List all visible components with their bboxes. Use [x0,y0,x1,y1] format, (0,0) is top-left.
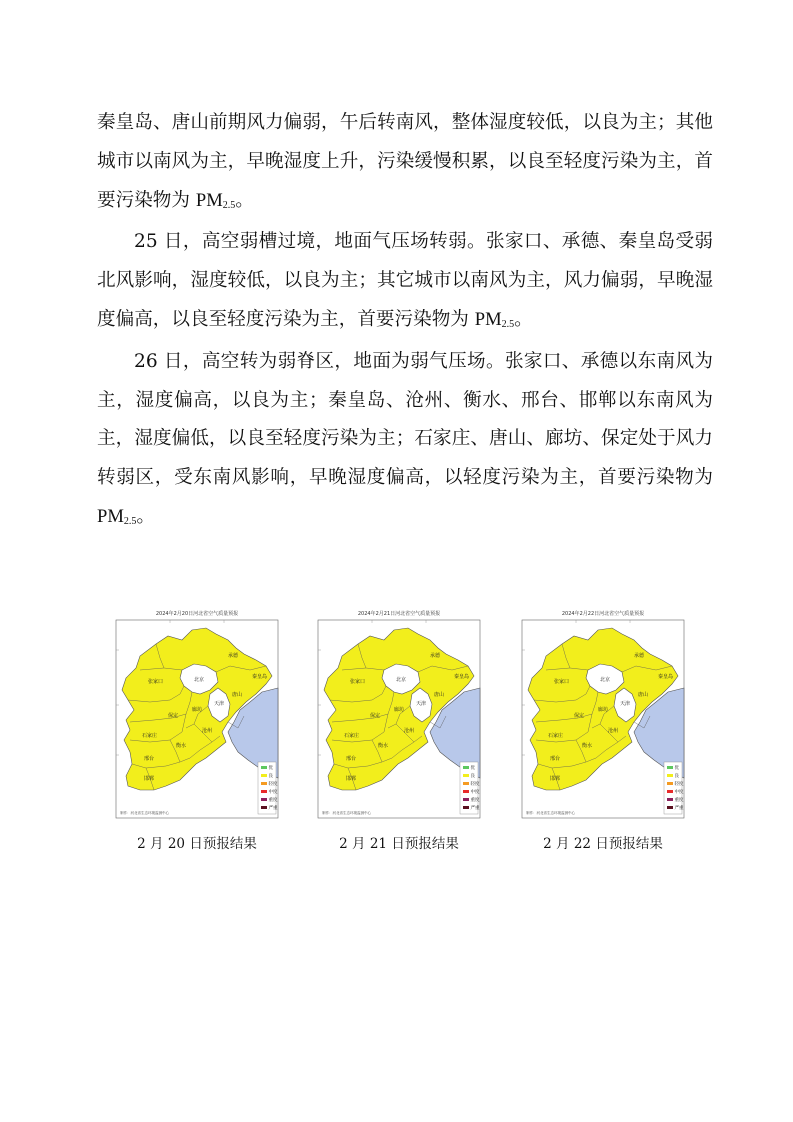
city-label-hengshui: 衡水 [176,743,187,749]
paragraph-1: 秦皇岛、唐山前期风力偏弱，午后转南风，整体湿度较低，以良为主；其他城市以南风为主，早晚湿度上升，污染缓慢积累，以良至轻度污染为主，首要污染物为 $PM_{2.5}$。 [97,112,713,211]
forecast-map-panel-1 [110,610,284,852]
map-footnote: 制作：河北省生态环境监测中心 [322,811,371,815]
paragraph-3: 26 日，高空转为弱脊区，地面为弱气压场。张家口、承德以东南风为主，湿度偏高，以良为主；秦皇岛、沧州、衡水、邢台、邯郸以东南风为主，湿度偏低，以良至轻度污染为主；石家庄、唐山、廊坊、保定处于风力转弱区，受东南风影响，早晚湿度偏高，以轻度污染为主，首要污染物为 $PM_{2.5}$。 [97,350,713,527]
legend-label: 良 [268,774,273,779]
city-label-handan: 邯郸 [346,776,357,782]
city-label-handan: 邯郸 [550,776,561,782]
legend-label: 严重 [674,806,684,811]
legend-swatch [463,782,469,785]
city-label-cangzhou: 沧州 [608,728,619,734]
city-label-langfang: 廊坊 [598,707,609,713]
city-label-tianjin: 天津 [214,701,225,707]
legend-label: 轻度 [268,782,278,787]
map-footnote: 制作：河北省生态环境监测中心 [120,811,169,815]
legend-swatch [463,790,469,793]
legend-swatch [261,774,267,777]
city-label-xingtai: 邢台 [346,756,357,762]
city-label-tangshan: 唐山 [232,692,243,698]
body-text [97,104,713,540]
city-label-tangshan: 唐山 [638,692,649,698]
legend-swatch [667,798,673,801]
city-label-hengshui: 衡水 [582,743,593,749]
legend-label: 良 [674,774,679,779]
pollutant-pm25: $PM_{2.5}$ [474,308,515,330]
forecast-map [312,610,486,824]
pollutant-pm25: $PM_{2.5}$ [195,189,236,211]
city-label-beijing: 北京 [396,677,407,683]
map-figure [110,610,284,824]
city-label-cangzhou: 沧州 [202,728,213,734]
map-figure [516,610,690,824]
forecast-map [110,610,284,824]
legend-swatch [463,766,469,769]
city-label-chengde: 承德 [634,653,645,659]
city-label-xingtai: 邢台 [144,756,155,762]
city-label-beijing: 北京 [600,677,611,683]
city-label-zhangjiakou: 张家口 [148,679,164,685]
forecast-map-panel-3 [516,610,690,852]
map-legend [258,762,278,814]
city-label-langfang: 廊坊 [394,707,405,713]
legend-label: 轻度 [470,782,480,787]
city-label-baoding: 保定 [168,713,179,719]
map-footnote: 制作：河北省生态环境监测中心 [526,811,575,815]
city-label-zhangjiakou: 张家口 [350,679,366,685]
city-label-qinhuangdao: 秦皇岛 [658,674,674,680]
city-label-chengde: 承德 [228,653,239,659]
map-title: 2024年2月20日河北省空气质量预报 [155,611,239,617]
legend-swatch [463,774,469,777]
legend-label: 良 [470,774,475,779]
pollutant-pm25: $PM_{2.5}$ [97,505,137,527]
legend-swatch [667,790,673,793]
city-label-tianjin: 天津 [416,701,427,707]
forecast-map-panel-2 [312,610,486,852]
legend-label: 优 [470,766,475,771]
city-label-langfang: 廊坊 [192,707,203,713]
legend-swatch [667,806,673,809]
city-label-baoding: 保定 [574,713,585,719]
city-label-shijiazhuang: 石家庄 [142,733,158,739]
city-label-shijiazhuang: 石家庄 [344,733,360,739]
city-label-hengshui: 衡水 [378,743,389,749]
paragraph-2: 25 日，高空弱槽过境，地面气压场转弱。张家口、承德、秦皇岛受弱北风影响，湿度较低，以良为主；其它城市以南风为主，风力偏弱，早晚湿度偏高，以良至轻度污染为主，首要污染物为 $PM_{2.5}$。 [97,231,713,330]
legend-swatch [261,806,267,809]
legend-swatch [667,766,673,769]
map-legend [664,762,684,814]
legend-label: 严重 [470,806,480,811]
city-label-tangshan: 唐山 [434,692,445,698]
legend-label: 重度 [470,798,480,803]
city-label-qinhuangdao: 秦皇岛 [252,674,268,680]
city-label-qinhuangdao: 秦皇岛 [454,674,470,680]
legend-swatch [261,790,267,793]
city-label-chengde: 承德 [430,653,441,659]
forecast-map [516,610,690,824]
city-label-beijing: 北京 [194,677,205,683]
city-label-tianjin: 天津 [620,701,631,707]
map-title: 2024年2月21日河北省空气质量预报 [357,611,441,617]
legend-label: 中度 [268,790,278,795]
legend-swatch [463,798,469,801]
legend-label: 轻度 [674,782,684,787]
legend-label: 严重 [268,806,278,811]
city-label-baoding: 保定 [370,713,381,719]
city-label-handan: 邯郸 [144,776,155,782]
legend-swatch [667,782,673,785]
legend-swatch [261,782,267,785]
legend-swatch [667,774,673,777]
legend-label: 优 [674,766,679,771]
city-label-zhangjiakou: 张家口 [554,679,570,685]
legend-swatch [463,806,469,809]
map-caption: 2 月 21 日预报结果 [339,836,459,852]
map-title: 2024年2月22日河北省空气质量预报 [561,611,645,617]
legend-label: 重度 [674,798,684,803]
map-figure [312,610,486,824]
map-caption: 2 月 22 日预报结果 [543,836,663,852]
map-legend [460,762,480,814]
legend-swatch [261,766,267,769]
legend-label: 中度 [674,790,684,795]
legend-label: 中度 [470,790,480,795]
legend-label: 重度 [268,798,278,803]
legend-swatch [261,798,267,801]
legend-label: 优 [268,766,273,771]
city-label-shijiazhuang: 石家庄 [548,733,564,739]
city-label-cangzhou: 沧州 [404,728,415,734]
city-label-xingtai: 邢台 [550,756,561,762]
map-caption: 2 月 20 日预报结果 [137,836,257,852]
